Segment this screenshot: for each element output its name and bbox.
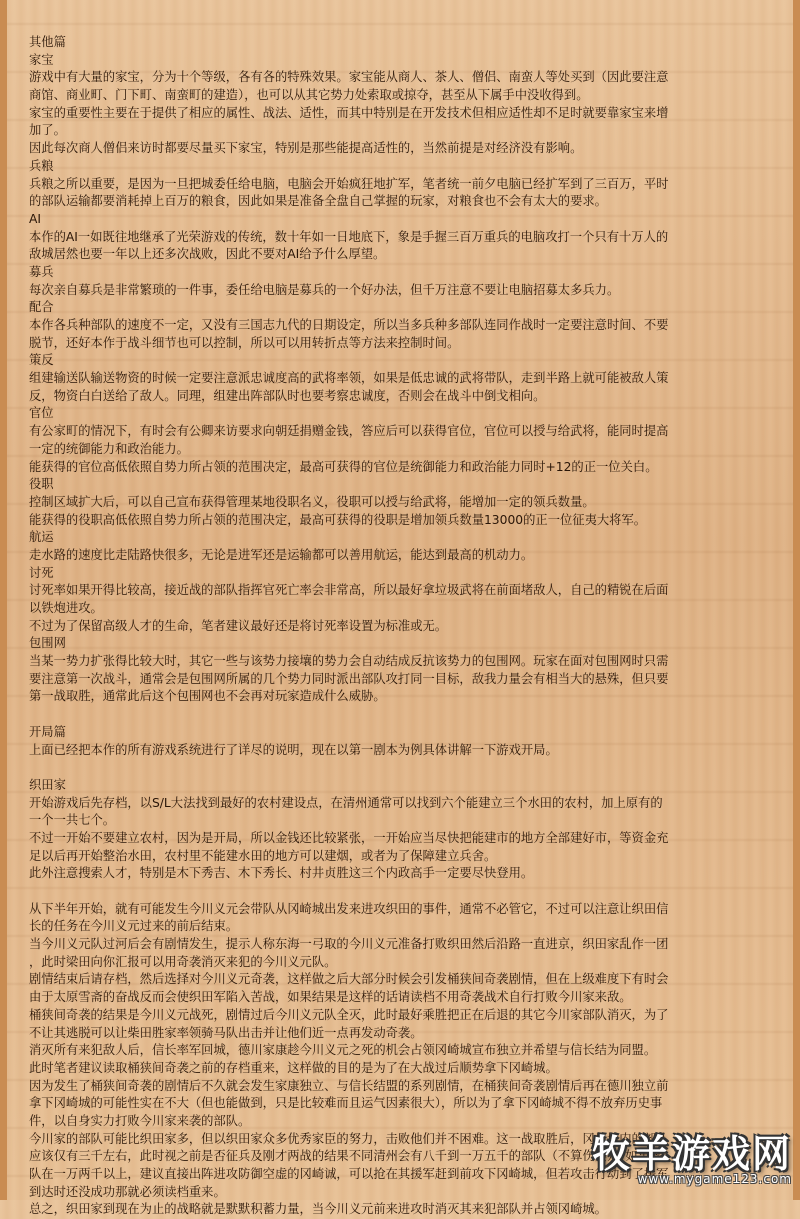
text-line: 此时笔者建议读取桶狭间奇袭之前的存档重来，这样做的目的是为了在大战过后顺势拿下冈崎城。 <box>29 1060 558 1075</box>
text-line: 要注意第一次战斗，通常会是包围网所属的几个势力同时派出部队攻打同一目标，敌我力量会有相当大的悬殊，但只要 <box>29 671 669 686</box>
text-line: 不让其逃脱可以让柴田胜家率领骑马队出击并让他们近一点再发动奇袭。 <box>29 1025 423 1040</box>
text-line: 从下半年开始，就有可能发生今川义元会带队从冈崎城出发来进攻织田的事件，通常不必管它，不过可以注意让织田信 <box>29 901 669 916</box>
text-line: 本作的AI一如既往地继承了光荣游戏的传统，数十年如一日地底下，象是手握三百万重兵的电脑攻打一个只有十万人的 <box>29 229 669 244</box>
text-line: 家宝的重要性主要在于提供了相应的属性、战法、适性，而其中特别是在开发技术但相应适性却不足时就要靠家宝来增 <box>29 105 669 120</box>
text-line: 配合 <box>29 300 54 315</box>
text-line: 有公家町的情况下，有时会有公卿来访要求向朝廷捐赠金钱，答应后可以获得官位，官位可以授与给武将，能同时提高 <box>29 424 669 439</box>
text-line: 当某一势力扩张得比较大时，其它一些与该势力接壤的势力会自动结成反抗该势力的包围网。玩家在面对包围网时只需 <box>29 654 669 669</box>
text-line: 走水路的速度比走陆路快很多，无论是进军还是运输都可以善用航运，能达到最高的机动力。 <box>29 547 534 562</box>
text-line: 的部队运输都要消耗掉上百万的粮食，因此如果是准备全盘自己掌握的玩家，对粮食也不会有太大的要求。 <box>29 194 607 209</box>
paragraph-gap <box>29 883 789 901</box>
text-line: 不过一开始不要建立农村，因为是开局，所以金钱还比较紧张，一开始应当尽快把能建市的地方全部建好市，等资金充 <box>29 830 669 845</box>
site-watermark <box>592 1134 792 1186</box>
text-line: 以铁炮进攻。 <box>29 601 103 615</box>
text-line: 本作各兵种部队的速度不一定，又没有三国志九代的日期设定，所以当多兵种多部队连同作战时一定要注意时间、不要 <box>29 318 669 332</box>
text-line: 应该仅有三千左右，此时视之前是否征兵及刚才两战的结果不同清州会有八千到一万五千的部队（不算伤兵），如果部 <box>29 1149 663 1164</box>
text-line: 长的任务在今川义元过来的前后结束。 <box>29 919 239 934</box>
text-line: 上面已经把本作的所有游戏系统进行了详尽的说明，现在以第一剧本为例具体讲解一下游戏开局。 <box>29 742 558 757</box>
text-line: 队在一万两千以上，建议直接出阵进攻防御空虚的冈崎诚，可以抢在其援军赶到前攻下冈崎城，但若攻击行动到了援军 <box>29 1167 669 1181</box>
text-line: 能获得的役职高低依照自势力所占领的范围决定，最高可获得的役职是增加领兵数量13000的正一位征夷大将军。 <box>29 512 647 527</box>
text-line: 募兵 <box>29 264 54 279</box>
text-line: AI <box>29 211 42 226</box>
text-line: 反，物资白白送给了敌人。同理，组建出阵部队时也要考察忠诚度，否则会在战斗中倒戈相向。 <box>29 388 546 403</box>
text-line: 每次亲自募兵是非常繁琐的一件事，委任给电脑是募兵的一个好办法，但千万注意不要让电脑招募太多兵力。 <box>29 282 620 297</box>
text-line: 兵粮 <box>29 158 54 173</box>
text-line: 策反 <box>29 353 54 368</box>
text-line: 游戏中有大量的家宝，分为十个等级，各有各的特殊效果。家宝能从商人、茶人、僧侣、南蛮人等处买到（因此要注意 <box>29 70 669 85</box>
text-line: 组建输送队输送物资的时候一定要注意派忠诚度高的武将率领，如果是低忠诚的武将带队，走到半路上就可能被敌人策 <box>29 371 669 386</box>
text-line: 桶狭间奇袭的结果是今川义元战死，剧情过后今川义元队全灭，此时最好乘胜把正在后退的其它今川家部队消灭，为了 <box>29 1007 669 1022</box>
text-line: 织田家 <box>29 777 66 792</box>
text-line: 不过为了保留高级人才的生命，笔者建议最好还是将讨死率设置为标准或无。 <box>29 618 448 633</box>
text-line: 家宝 <box>29 52 54 67</box>
text-line: 足以后再开始整治水田，农村里不能建水田的地方可以建烟，或者为了保障建立兵舍。 <box>29 848 497 863</box>
text-line: 一定的统御能力和政治能力。 <box>29 441 189 456</box>
text-line: 当今川义元队过河后会有剧情发生，提示人称东海一弓取的今川义元准备打败织田然后沿路一直进京，织田家乱作一团 <box>29 937 669 952</box>
text-line: 由于太原雪斋的奋战反而会使织田军陷入苦战，如果结果是这样的话请读档不用奇袭战术自行打败今川家来敌。 <box>29 990 632 1005</box>
watermark-url: www.mygame123.com <box>637 1172 792 1186</box>
text-line: 敌城居然也要一年以上还多次战败，因此不要对AI给予什么厚望。 <box>29 247 386 262</box>
text-line: 总之，织田家到现在为止的战略就是默默积蓄力量，当今川义元前来进攻时消灭其来犯部队并占领冈崎城。 <box>29 1202 607 1217</box>
text-line: 因为发生了桶狭间奇袭的剧情后不久就会发生家康独立、与信长结盟的系列剧情，在桶狭间奇袭剧情后再在德川独立前 <box>29 1078 669 1093</box>
article-body <box>29 34 789 1219</box>
text-line: 开局篇 <box>29 724 66 739</box>
watermark-site-name: 牧羊游戏网 <box>591 1132 792 1176</box>
text-line: 件，以自身实力打败今川家来袭的部队。 <box>29 1113 251 1128</box>
text-line: 讨死率如果开得比较高，接近战的部队指挥官死亡率会非常高，所以最好拿垃圾武将在前面堵敌人，自己的精锐在后面 <box>29 583 669 598</box>
text-line: 剧情结束后请存档，然后选择对今川义元奇袭，这样做之后大部分时候会引发桶狭间奇袭剧情，但在上级难度下有时会 <box>29 972 669 987</box>
text-line: 兵粮之所以重要，是因为一旦把城委任给电脑，电脑会开始疯狂地扩军，笔者统一前夕电脑已经扩军到了三百万，平时 <box>29 176 669 191</box>
text-line: ，此时梁田向你汇报可以用奇袭消灭来犯的今川义元队。 <box>29 954 337 969</box>
text-line: 役职 <box>29 477 54 492</box>
text-line: 今川家的部队可能比织田家多，但以织田家众多优秀家臣的努力，击败他们并不困难。这一战取胜后，冈崎城内的部队 <box>29 1131 669 1146</box>
text-line: 官位 <box>29 406 54 421</box>
text-line: 加了。 <box>29 123 66 138</box>
text-line: 讨死 <box>29 565 54 580</box>
text-line: 商馆、商业町、门下町、南蛮町的建造），也可以从其它势力处索取或掠夺，甚至从下属手中没收得到。 <box>29 88 589 103</box>
paragraph-gap <box>29 759 789 777</box>
text-line: 能获得的官位高低依照自势力所占领的范围决定，最高可获得的官位是统御能力和政治能力同时+12的正一位关白。 <box>29 459 658 474</box>
text-line: 控制区域扩大后，可以自己宣布获得管理某地役职名义，役职可以授与给武将，能增加一定的领兵数量。 <box>29 494 595 509</box>
text-line: 此外注意搜索人才，特别是木下秀吉、木下秀长、村井贞胜这三个内政高手一定要尽快登用。 <box>29 866 534 881</box>
text-line: 拿下冈崎城的可能性实在不大（但也能做到，只是比较难而且运气因素很大），所以为了拿下冈崎城不得不放弃历史事 <box>29 1096 663 1111</box>
text-line: 包围网 <box>29 636 66 651</box>
paragraph-gap <box>29 706 789 724</box>
text-line: 第一战取胜，通常此后这个包围网也不会再对玩家造成什么威胁。 <box>29 689 386 704</box>
text-line: 开始游戏后先存档，以S/L大法找到最好的农村建设点，在清州通常可以找到六个能建立三个水田的农村，加上原有的 <box>29 795 663 810</box>
text-line: 航运 <box>29 530 54 545</box>
text-line: 到达时还没成功那就必须读档重来。 <box>29 1184 226 1199</box>
text-line: 脱节，还好本作于战斗细节也可以控制，所以可以用转折点等方法来控制时间。 <box>29 335 460 350</box>
text-line: 其他篇 <box>29 35 66 49</box>
text-line: 因此每次商人僧侣来访时都要尽量买下家宝，特别是那些能提高适性的，当然前提是对经济没有影响。 <box>29 141 583 156</box>
text-line: 一个一共七个。 <box>29 813 116 828</box>
text-line: 消灭所有来犯敌人后，信长率军回城，德川家康趁今川义元之死的机会占领冈崎城宣布独立并希望与信长结为同盟。 <box>29 1043 657 1058</box>
